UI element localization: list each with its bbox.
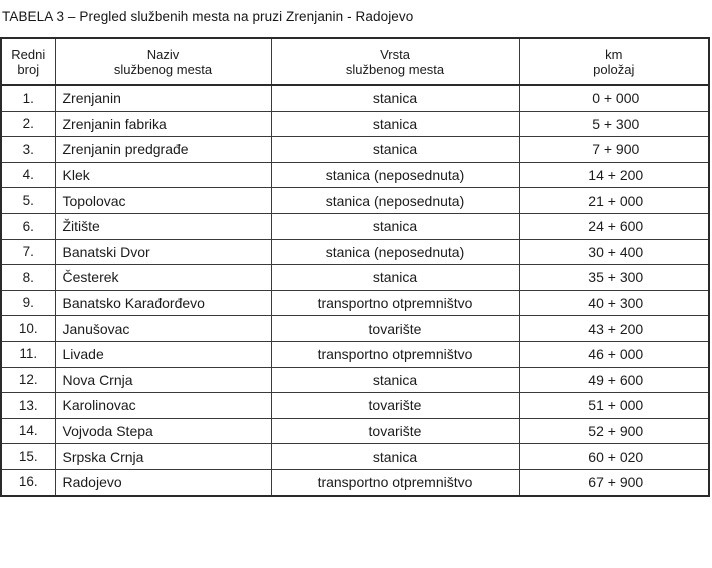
station-type: stanica [271,137,519,163]
table-row [1,213,709,239]
station-name: Banatski Dvor [55,239,271,265]
km-position: 7 + 900 [519,137,709,163]
station-type: stanica [271,367,519,393]
table-container [0,37,708,497]
row-number: 8. [1,265,55,291]
km-position: 24 + 600 [519,213,709,239]
row-number: 6. [1,213,55,239]
table-row [1,137,709,163]
station-name: Radojevo [55,469,271,495]
station-type: transportno otpremništvo [271,469,519,495]
km-position: 43 + 200 [519,316,709,342]
station-name: Vojvoda Stepa [55,418,271,444]
column-header-km: km položaj [519,38,709,85]
table-row [1,111,709,137]
row-number: 1. [1,85,55,111]
table-row [1,265,709,291]
km-position: 67 + 900 [519,469,709,495]
table-row [1,341,709,367]
station-type: stanica (neposednuta) [271,239,519,265]
km-position: 30 + 400 [519,239,709,265]
station-type: tovarište [271,393,519,419]
row-number: 7. [1,239,55,265]
header-row [1,38,709,85]
table-caption: TABELA 3 – Pregled službenih mesta na pruzi Zrenjanin - Radojevo [2,9,414,24]
station-name: Česterek [55,265,271,291]
table-row [1,393,709,419]
row-number: 13. [1,393,55,419]
station-name: Karolinovac [55,393,271,419]
station-type: transportno otpremništvo [271,341,519,367]
row-number: 12. [1,367,55,393]
row-number: 2. [1,111,55,137]
station-name: Livade [55,341,271,367]
stations-table [0,37,710,497]
row-number: 3. [1,137,55,163]
station-type: stanica (neposednuta) [271,188,519,214]
table-row [1,85,709,111]
station-name: Topolovac [55,188,271,214]
km-position: 21 + 000 [519,188,709,214]
km-position: 60 + 020 [519,444,709,470]
station-type: tovarište [271,316,519,342]
row-number: 14. [1,418,55,444]
station-type: stanica [271,213,519,239]
station-name: Banatsko Karađorđevo [55,290,271,316]
station-name: Klek [55,162,271,188]
table-row [1,239,709,265]
station-name: Zrenjanin predgrađe [55,137,271,163]
row-number: 11. [1,341,55,367]
km-position: 52 + 900 [519,418,709,444]
km-position: 46 + 000 [519,341,709,367]
row-number: 5. [1,188,55,214]
table-row [1,367,709,393]
station-name: Zrenjanin [55,85,271,111]
row-number: 15. [1,444,55,470]
table-row [1,290,709,316]
table-row [1,316,709,342]
km-position: 5 + 300 [519,111,709,137]
km-position: 0 + 000 [519,85,709,111]
column-header-name: Naziv službenog mesta [55,38,271,85]
row-number: 16. [1,469,55,495]
km-position: 49 + 600 [519,367,709,393]
table-row [1,444,709,470]
km-position: 14 + 200 [519,162,709,188]
station-type: stanica [271,444,519,470]
station-name: Srpska Crnja [55,444,271,470]
station-name: Žitište [55,213,271,239]
station-type: tovarište [271,418,519,444]
station-type: stanica [271,111,519,137]
row-number: 10. [1,316,55,342]
column-header-number: Redni broj [1,38,55,85]
station-type: transportno otpremništvo [271,290,519,316]
station-type: stanica [271,265,519,291]
station-name: Nova Crnja [55,367,271,393]
km-position: 51 + 000 [519,393,709,419]
station-type: stanica (neposednuta) [271,162,519,188]
km-position: 40 + 300 [519,290,709,316]
station-name: Janušovac [55,316,271,342]
table-row [1,418,709,444]
column-header-type: Vrsta službenog mesta [271,38,519,85]
table-row [1,469,709,495]
table-row [1,188,709,214]
station-name: Zrenjanin fabrika [55,111,271,137]
km-position: 35 + 300 [519,265,709,291]
station-type: stanica [271,85,519,111]
table-row [1,162,709,188]
row-number: 4. [1,162,55,188]
row-number: 9. [1,290,55,316]
